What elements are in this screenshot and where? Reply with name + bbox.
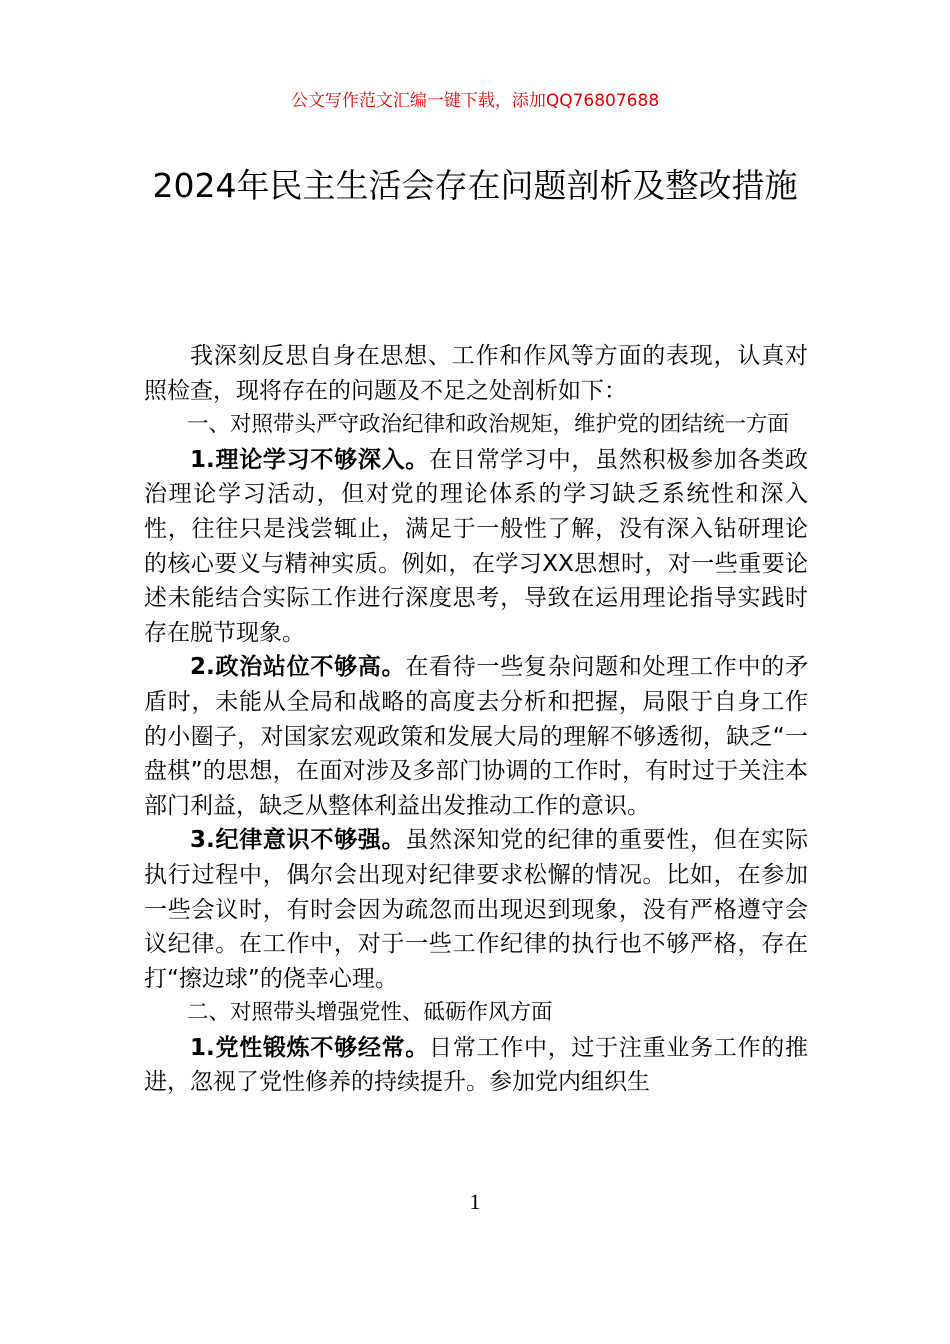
page-number: 1 [469, 1189, 481, 1214]
list-item [144, 1031, 808, 1100]
list-item [144, 650, 808, 823]
document-body [144, 339, 808, 1100]
item-heading: 2.政治站位不够高。 [190, 654, 406, 681]
item-heading: 1.理论学习不够深入。 [190, 446, 430, 473]
item-heading: 1.党性锻炼不够经常。 [190, 1034, 430, 1061]
item-heading: 3.纪律意识不够强。 [190, 827, 406, 854]
section-heading-1: 一、对照带头严守政治纪律和政治规矩，维护党的团结统一方面 [187, 412, 790, 438]
intro-paragraph: 我深刻反思自身在思想、工作和作风等方面的表现，认真对照检查，现将存在的问题及不足之处剖析如下： [144, 343, 808, 404]
document-title: 2024年民主生活会存在问题剖析及整改措施 [152, 166, 798, 205]
section-heading-2: 二、对照带头增强党性、砥砺作风方面 [187, 1000, 553, 1026]
list-item [144, 823, 808, 996]
item-text: 在日常学习中，虽然积极参加各类政治理论学习活动，但对党的理论体系的学习缺乏系统性和深入性，往往只是浅尝辄止，满足于一般性了解，没有深入钻研理论的核心要义与精神实质。例如，在学习XX思想时，对一些重要论述未能结合实际工作进行深度思考，导致在运用理论指导实践时存在脱节现象。 [144, 446, 808, 646]
list-item [144, 443, 808, 651]
item-text: 在看待一些复杂问题和处理工作中的矛盾时，未能从全局和战略的高度去分析和把握，局限于自身工作的小圈子，对国家宏观政策和发展大局的理解不够透彻，缺乏“一盘棋”的思想，在面对涉及多部门协调的工作时，有时过于关注本部门利益，缺乏从整体利益出发推动工作的意识。 [144, 654, 808, 819]
promo-header: 公文写作范文汇编一键下载，添加QQ76807688 [290, 91, 660, 111]
item-text: 日常工作中，过于注重业务工作的推进，忽视了党性修养的持续提升。参加党内组织生 [144, 1034, 808, 1096]
item-text: 虽然深知党的纪律的重要性，但在实际执行过程中，偶尔会出现对纪律要求松懈的情况。比如，在参加一些会议时，有时会因为疏忽而出现迟到现象，没有严格遵守会议纪律。在工作中，对于一些工作纪律的执行也不够严格，存在打“擦边球”的侥幸心理。 [144, 827, 808, 992]
